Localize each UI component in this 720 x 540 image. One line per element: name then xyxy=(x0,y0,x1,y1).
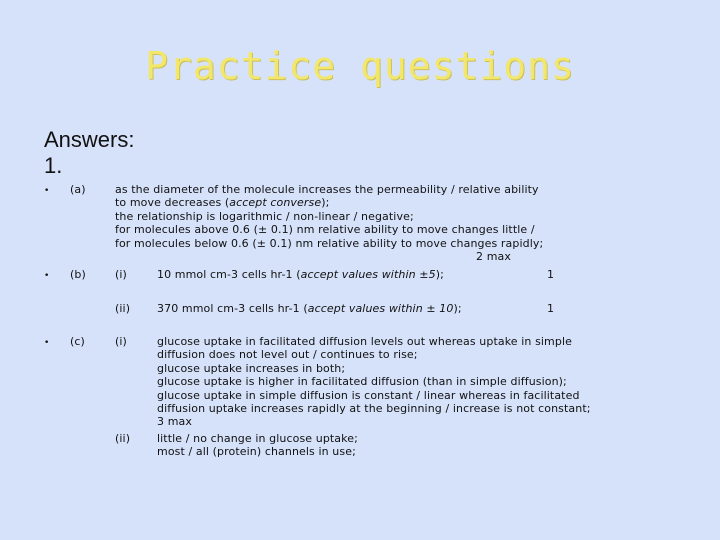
part-b-ii-mark: 1 xyxy=(547,302,555,315)
part-b-ii-answer: 370 mmol cm-3 cells hr-1 (accept values within ± 10); xyxy=(157,302,462,315)
part-c-i-answer xyxy=(157,335,591,429)
answer-line: glucose uptake in simple diffusion is constant / linear whereas in facilitated xyxy=(157,388,580,402)
part-a-marks: 2 max xyxy=(476,250,511,263)
answer-line: diffusion does not level out / continues to rise; xyxy=(157,348,418,362)
part-c-i-label: (i) xyxy=(115,335,127,348)
part-b-i-label: (i) xyxy=(115,268,127,281)
answer-line: for molecules above 0.6 (± 0.1) nm relative ability to move changes little / xyxy=(115,223,535,237)
answers-heading xyxy=(44,127,134,179)
page-title: Practice questions xyxy=(145,44,575,88)
answer-line: glucose uptake increases in both; xyxy=(157,361,346,375)
part-c-ii-label: (ii) xyxy=(115,432,131,445)
part-b-label: (b) xyxy=(70,268,86,281)
bullet-icon: • xyxy=(44,186,50,196)
answer-line: diffusion uptake increases rapidly at the beginning / increase is not constant; xyxy=(157,402,591,416)
part-c-i-marks: 3 max xyxy=(157,415,192,429)
answer-line: most / all (protein) channels in use; xyxy=(157,445,356,459)
part-a-answer xyxy=(115,183,543,250)
part-c-label: (c) xyxy=(70,335,85,348)
question-number: 1. xyxy=(44,153,63,178)
bullet-icon: • xyxy=(44,338,50,348)
answer-line: little / no change in glucose uptake; xyxy=(157,432,358,445)
part-b-i-mark: 1 xyxy=(547,268,555,281)
part-b-ii-label: (ii) xyxy=(115,302,131,315)
answers-label: Answers: xyxy=(44,127,135,152)
bullet-icon: • xyxy=(44,271,50,281)
answer-line: glucose uptake in facilitated diffusion levels out whereas uptake in simple xyxy=(157,335,572,348)
answer-line: glucose uptake is higher in facilitated diffusion (than in simple diffusion); xyxy=(157,375,567,389)
part-c-ii-answer xyxy=(157,432,358,459)
answer-line: for molecules below 0.6 (± 0.1) nm relative ability to move changes rapidly; xyxy=(115,236,544,250)
part-a-label: (a) xyxy=(70,183,86,196)
part-b-i-answer: 10 mmol cm-3 cells hr-1 (accept values within ±5); xyxy=(157,268,444,281)
answer-line: the relationship is logarithmic / non-linear / negative; xyxy=(115,209,414,223)
answer-line: to move decreases (accept converse); xyxy=(115,196,330,210)
answer-line: as the diameter of the molecule increases the permeability / relative ability xyxy=(115,183,539,196)
